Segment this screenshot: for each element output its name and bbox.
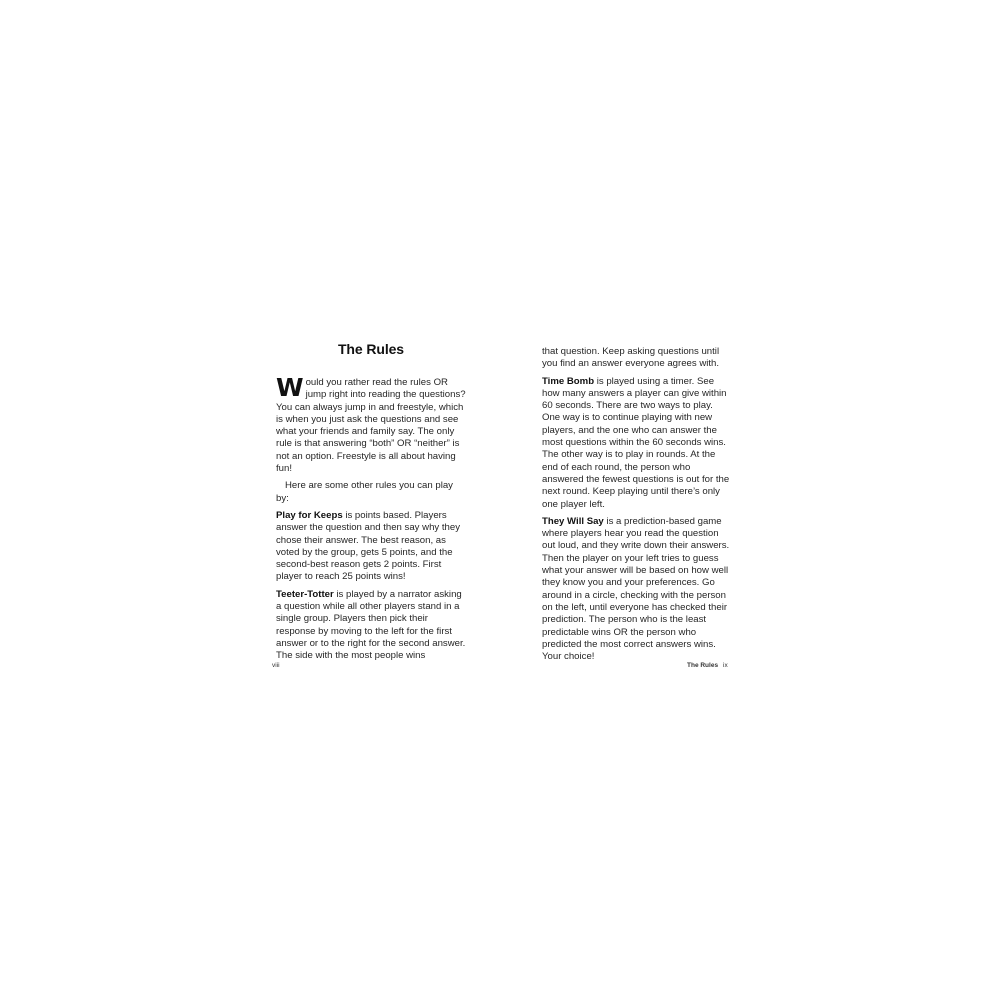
rule-description: is played by a narrator asking a question while all other players stand in a single group. Players then pick their response by moving to the left for the first answer or to the right for the second answer. The side with the most people wins — [276, 588, 466, 662]
rule-term: Time Bomb — [542, 375, 595, 387]
intro-text: ould you rather read the rules OR jump right into reading the questions? You can always jump in and freestyle, which is when you just ask the questions and see what your friends and family say. The only rule is that answering “both” OR “neither” is not an option. Freestyle is all about having fun! — [276, 377, 466, 475]
continued-paragraph: that question. Keep asking questions until you find an answer everyone agrees with. — [542, 346, 720, 370]
running-head: The Rules — [687, 662, 719, 669]
rule-description: is a prediction-based game where players hear you read the question out loud, and they write down their answers. Then the player on your left tries to guess what your answer will be based on how well they know you and your preferences. Go around in a circle, checking with the person on the left, until everyone has checked their prediction. The person who is the least predictable wins OR the person who predicted the most correct answers wins. Your choice! — [542, 515, 730, 663]
right-page-column — [542, 346, 732, 668]
intro-paragraph — [276, 373, 466, 475]
rule-teeter-totter — [276, 589, 466, 663]
right-page-number: ix — [723, 662, 728, 669]
rule-term: Play for Keeps — [276, 509, 343, 521]
left-page-number: viii — [272, 662, 280, 669]
drop-cap: W — [276, 373, 304, 402]
left-page-column — [276, 341, 466, 668]
rule-time-bomb — [542, 376, 732, 511]
rule-they-will-say — [542, 516, 732, 664]
page-title: The Rules — [337, 341, 404, 357]
intro-followup-paragraph: Here are some other rules you can play by: — [276, 480, 453, 504]
rule-play-for-keeps — [276, 510, 466, 584]
rule-description: is played using a timer. See how many answers a player can give within 60 seconds. There are two ways to play. One way is to continue playing with new players, and the one who can answer the most questions within the 60 seconds wins. The other way is to play in rounds. At the end of each round, the person who answered the fewest questions is out for the next round. Keep playing until there’s only one player left. — [542, 375, 730, 510]
rule-term: Teeter-Totter — [276, 588, 334, 600]
rule-description: is points based. Players answer the question and then say why they chose their answer. The best reason, as voted by the group, gets 5 points, and the second-best reason gets 2 points. First player to reach 25 points wins! — [276, 509, 460, 583]
rule-term: They Will Say — [542, 515, 604, 527]
